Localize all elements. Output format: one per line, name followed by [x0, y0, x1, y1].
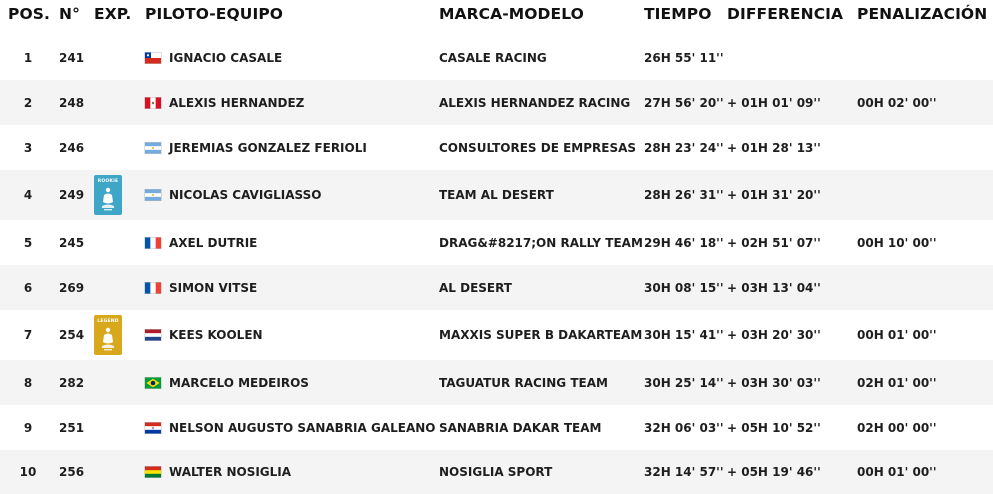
position-cell: 6 — [23, 280, 33, 295]
header-time: TIEMPO — [644, 5, 712, 23]
penalty-cell: 02H 00' 00'' — [857, 420, 937, 435]
brand-model-cell: CONSULTORES DE EMPRESAS — [439, 140, 637, 155]
badge-label: ROOKIE — [97, 179, 119, 184]
position-cell: 5 — [23, 235, 33, 250]
table-header — [0, 0, 993, 34]
header-penalty: PENALIZACIÓN — [857, 5, 988, 23]
position-cell: 10 — [19, 465, 37, 479]
driver-name-cell: AXEL DUTRIE — [169, 235, 258, 250]
driver-name-cell: ALEXIS HERNANDEZ — [169, 95, 305, 110]
time-cell: 30H 08' 15'' — [644, 280, 724, 295]
brand-model-cell: NOSIGLIA SPORT — [439, 465, 553, 479]
rookie-badge-icon — [94, 175, 122, 215]
driver-name-cell: NELSON AUGUSTO SANABRIA GALEANO — [169, 420, 436, 435]
time-cell: 32H 06' 03'' — [644, 420, 724, 435]
difference-cell: + 01H 28' 13'' — [727, 140, 821, 155]
time-cell: 29H 46' 18'' — [644, 235, 724, 250]
netherlands-flag-icon — [145, 330, 161, 341]
difference-cell: + 03H 20' 30'' — [727, 328, 821, 342]
bib-number-cell: 269 — [59, 280, 85, 295]
brand-model-cell: MAXXIS SUPER B DAKARTEAM — [439, 328, 643, 342]
driver-name-cell: NICOLAS CAVIGLIASSO — [169, 188, 322, 202]
difference-cell: + 01H 01' 09'' — [727, 95, 821, 110]
france-flag-icon — [145, 282, 161, 293]
driver-name-cell: IGNACIO CASALE — [169, 50, 283, 65]
driver-name-cell: SIMON VITSE — [169, 280, 258, 295]
time-cell: 26H 55' 11'' — [644, 50, 724, 65]
header-pos: POS. — [8, 5, 50, 23]
penalty-cell: 00H 01' 00'' — [857, 328, 937, 342]
bib-number-cell: 245 — [59, 235, 85, 250]
penalty-cell: 00H 10' 00'' — [857, 235, 937, 250]
table-row — [0, 80, 993, 125]
header-num: N° — [59, 5, 80, 23]
brand-model-cell: CASALE RACING — [439, 50, 547, 65]
difference-cell: + 03H 13' 04'' — [727, 280, 821, 295]
header-diff: DIFFERENCIA — [727, 5, 844, 23]
table-row — [0, 170, 993, 220]
bib-number-cell: 282 — [59, 375, 85, 390]
time-cell: 32H 14' 57'' — [644, 465, 724, 479]
position-cell: 1 — [23, 50, 33, 65]
bib-number-cell: 251 — [59, 420, 85, 435]
table-row — [0, 360, 993, 405]
difference-cell: + 05H 10' 52'' — [727, 420, 821, 435]
france-flag-icon — [145, 237, 161, 248]
brand-model-cell: ALEXIS HERNANDEZ RACING — [439, 95, 631, 110]
table-row — [0, 220, 993, 265]
paraguay-flag-icon — [145, 422, 161, 433]
bib-number-cell: 241 — [59, 50, 85, 65]
bib-number-cell: 248 — [59, 95, 85, 110]
position-cell: 9 — [23, 420, 33, 435]
difference-cell: + 03H 30' 03'' — [727, 375, 821, 390]
driver-name-cell: KEES KOOLEN — [169, 328, 263, 342]
table-row — [0, 450, 993, 494]
time-cell: 30H 25' 14'' — [644, 375, 724, 390]
bib-number-cell: 246 — [59, 140, 85, 155]
time-cell: 28H 23' 24'' — [644, 140, 724, 155]
legend-badge-icon — [94, 315, 122, 355]
brand-model-cell: DRAG&#8217;ON RALLY TEAM — [439, 235, 643, 250]
table-row — [0, 310, 993, 360]
brazil-flag-icon — [145, 377, 161, 388]
difference-cell: + 02H 51' 07'' — [727, 235, 821, 250]
position-cell: 7 — [23, 328, 33, 342]
time-cell: 30H 15' 41'' — [644, 328, 724, 342]
table-row — [0, 125, 993, 170]
position-cell: 2 — [23, 95, 33, 110]
penalty-cell: 02H 01' 00'' — [857, 375, 937, 390]
table-row — [0, 265, 993, 310]
chile-flag-icon — [145, 52, 161, 63]
position-cell: 4 — [23, 188, 33, 202]
bib-number-cell: 256 — [59, 465, 85, 479]
brand-model-cell: AL DESERT — [439, 280, 512, 295]
penalty-cell: 00H 02' 00'' — [857, 95, 937, 110]
argentina-flag-icon — [145, 190, 161, 201]
table-row — [0, 405, 993, 450]
argentina-flag-icon — [145, 142, 161, 153]
driver-name-cell: JEREMIAS GONZALEZ FERIOLI — [169, 140, 367, 155]
badge-label: LEGEND — [97, 319, 119, 324]
time-cell: 27H 56' 20'' — [644, 95, 724, 110]
brand-model-cell: TEAM AL DESERT — [439, 188, 554, 202]
header-exp: EXP. — [94, 5, 132, 23]
peru-flag-icon — [145, 97, 161, 108]
difference-cell: + 05H 19' 46'' — [727, 465, 821, 479]
position-cell: 3 — [23, 140, 33, 155]
bib-number-cell: 254 — [59, 328, 85, 342]
difference-cell: + 01H 31' 20'' — [727, 188, 821, 202]
bib-number-cell: 249 — [59, 188, 85, 202]
driver-name-cell: WALTER NOSIGLIA — [169, 465, 292, 479]
header-brand: MARCA-MODELO — [439, 5, 584, 23]
penalty-cell: 00H 01' 00'' — [857, 465, 937, 479]
brand-model-cell: TAGUATUR RACING TEAM — [439, 375, 608, 390]
time-cell: 28H 26' 31'' — [644, 188, 724, 202]
driver-name-cell: MARCELO MEDEIROS — [169, 375, 309, 390]
brand-model-cell: SANABRIA DAKAR TEAM — [439, 420, 602, 435]
bolivia-flag-icon — [145, 467, 161, 478]
position-cell: 8 — [23, 375, 33, 390]
table-row — [0, 35, 993, 80]
header-driver: PILOTO-EQUIPO — [145, 5, 284, 23]
